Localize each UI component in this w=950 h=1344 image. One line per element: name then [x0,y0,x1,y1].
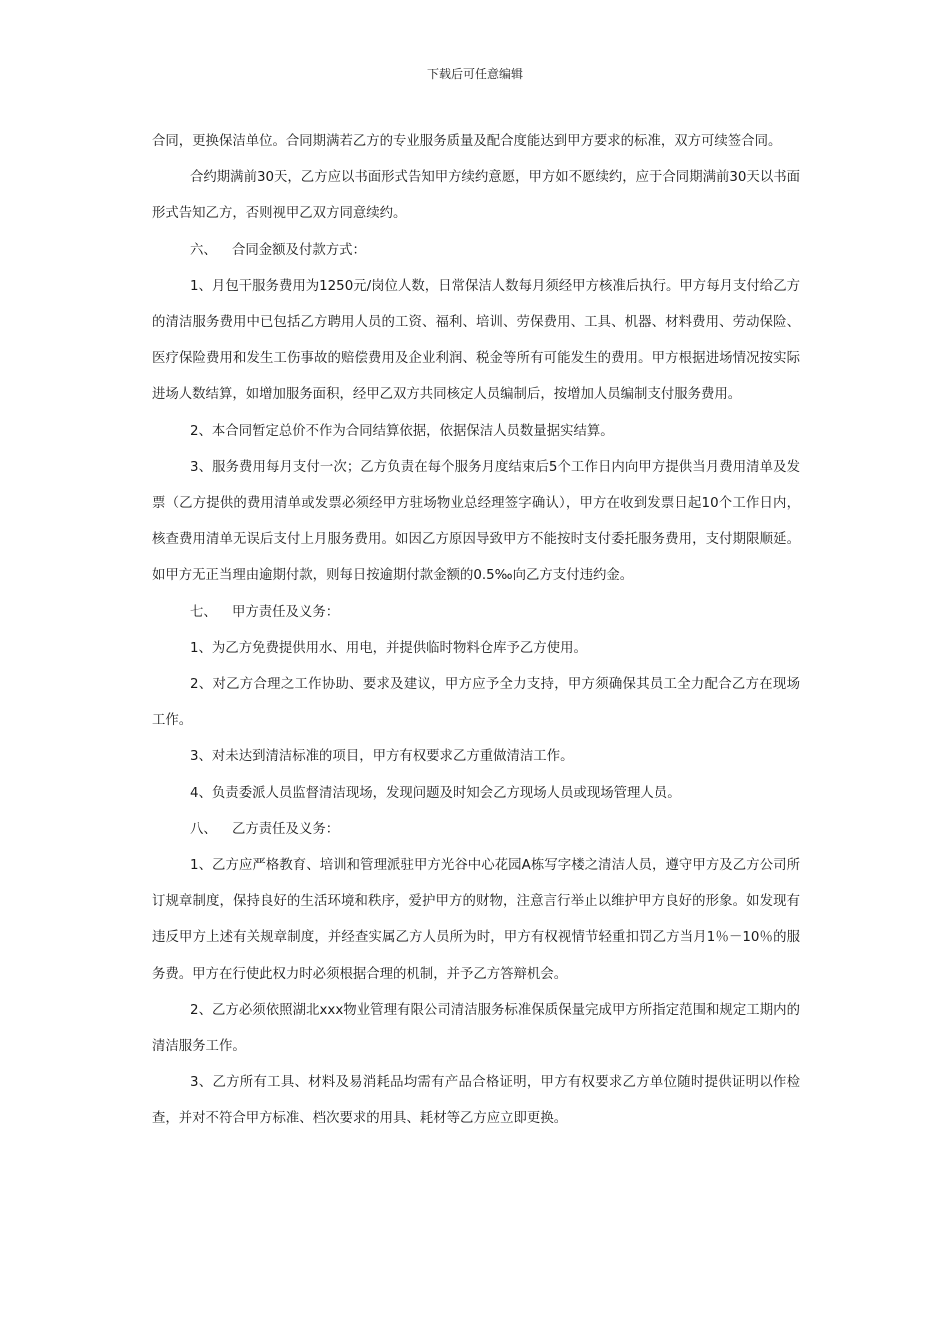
clause-settlement-basis: 2、本合同暂定总价不作为合同结算依据，依据保洁人员数量据实结算。 [190,423,614,439]
clause-party-b-standard: 2、乙方必须依照湖北xxx物业管理有限公司清洁服务标准保质保量完成甲方所指定范围和规定工期内的清洁服务工作。 [152,1002,800,1055]
section-heading-payment [152,233,800,269]
section-number: 八、 [190,821,217,837]
clause-party-a-redo: 3、对未达到清洁标准的项目，甲方有权要求乙方重做清洁工作。 [190,749,574,765]
section-number: 七、 [190,604,217,620]
section-heading-party-b [152,812,800,848]
clause-party-a-support: 2、对乙方合理之工作协助、要求及建议，甲方应予全力支持，甲方须确保其员工全力配合乙方在现场工作。 [152,677,800,729]
clause-party-b-materials: 3、乙方所有工具、材料及易消耗品均需有产品合格证明，甲方有权要求乙方单位随时提供证明以作检查，并对不符合甲方标准、档次要求的用具、耗材等乙方应立即更换。 [152,1075,800,1127]
page-header-note: 下载后可任意编辑 [426,67,523,81]
clause-monthly-fee: 1、月包干服务费用为1250元/岗位人数，日常保洁人数每月须经甲方核准后执行。甲方每月支付给乙方的清洁服务费用中已包括乙方聘用人员的工资、福利、培训、劳保费用、工具、机器、材料费用、劳动保险、医疗保险费用和发生工伤事故的赔偿费用及企业利润、税金等所有可能发生的费用。甲方根据进场情况按实际进场人数结算，如增加服务面积，经甲乙双方共同核定人员编制后，按增加人员编制支付服务费用。 [152,278,800,403]
clause-payment-schedule: 3、服务费用每月支付一次；乙方负责在每个服务月度结束后5个工作日内向甲方提供当月费用清单及发票（乙方提供的费用清单或发票必须经甲方驻场物业总经理签字确认），甲方在收到发票日起10个工作日内，核查费用清单无误后支付上月服务费用。如因乙方原因导致甲方不能按时支付委托服务费用，支付期限顺延。如甲方无正当理由逾期付款，则每日按逾期付款金额的0.5‰向乙方支付违约金。 [152,459,800,584]
section-title: 甲方责任及义务： [232,604,340,620]
section-title: 合同金额及付款方式： [232,242,366,258]
clause-party-b-staff: 1、乙方应严格教育、培训和管理派驻甲方光谷中心花园A栋写字楼之清洁人员，遵守甲方及乙方公司所订规章制度，保持良好的生活环境和秩序，爱护甲方的财物，注意言行举止以维护甲方良好的形象。如发现有违反甲方上述有关规章制度，并经查实属乙方人员所为时，甲方有权视情节轻重扣罚乙方当月1％－10％的服务费。甲方在行使此权力时必须根据合理的机制，并予乙方答辩机会。 [152,858,800,982]
paragraph-contract-renewal: 合同，更换保洁单位。合同期满若乙方的专业服务质量及配合度能达到甲方要求的标准，双方可续签合同。 [152,134,782,149]
clause-party-a-utilities: 1、为乙方免费提供用水、用电，并提供临时物料仓库予乙方使用。 [190,640,587,656]
section-number: 六、 [190,242,217,258]
section-title: 乙方责任及义务： [232,821,340,837]
document-body [152,124,800,1138]
section-heading-party-a [152,595,800,631]
clause-party-a-supervision: 4、负责委派人员监督清洁现场，发现问题及时知会乙方现场人员或现场管理人员。 [190,785,681,801]
paragraph-renewal-notice: 合约期满前30天，乙方应以书面形式告知甲方续约意愿，甲方如不愿续约，应于合同期满前30天以书面形式告知乙方，否则视甲乙双方同意续约。 [152,170,800,222]
